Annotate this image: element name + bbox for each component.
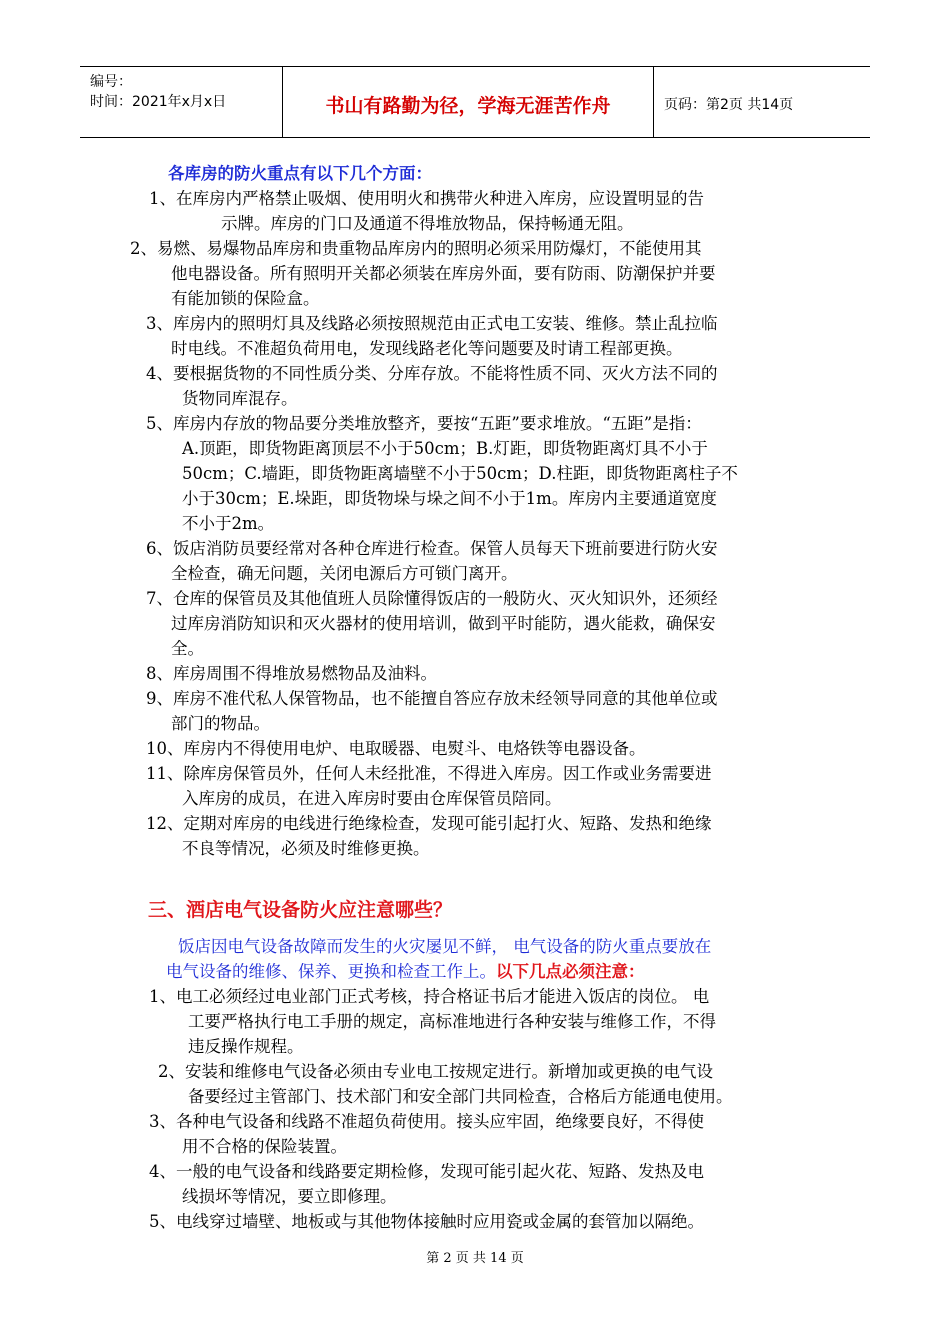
electric-intro-line2 [166, 958, 645, 982]
storage-line: 9、库房不准代私人保管物品，也不能擅自答应存放未经领导同意的其他单位或 [146, 689, 718, 708]
storage-line: 50cm；C.墙距，即货物距离墙壁不小于50cm；D.柱距，即货物距离柱子不 [182, 464, 738, 483]
storage-line: 全。 [171, 639, 204, 658]
storage-line: 示牌。库房的门口及通道不得堆放物品，保持畅通无阻。 [221, 214, 634, 233]
storage-line: 入库房的成员，在进入库房时要由仓库保管员陪同。 [182, 789, 562, 808]
storage-line: 全检查，确无问题，关闭电源后方可锁门离开。 [171, 564, 518, 583]
page-info: 页码：第2页 共14页 [664, 97, 794, 113]
storage-line: 4、要根据货物的不同性质分类、分库存放。不能将性质不同、灭火方法不同的 [146, 364, 718, 383]
storage-line: 小于30cm；E.垛距，即货物垛与垛之间不小于1m。库房内主要通道宽度 [182, 489, 717, 508]
storage-line: 不良等情况，必须及时维修更换。 [182, 839, 430, 858]
storage-line: 1、在库房内严格禁止吸烟、使用明火和携带火种进入库房，应设置明显的告 [149, 189, 704, 208]
storage-line: 有能加锁的保险盒。 [171, 289, 320, 308]
storage-line: 8、库房周围不得堆放易燃物品及油料。 [146, 664, 437, 683]
electric-line: 工要严格执行电工手册的规定，高标准地进行各种安装与维修工作，不得 [188, 1012, 716, 1031]
storage-line: A.顶距，即货物距离顶层不小于50cm；B.灯距，即货物距离灯具不小于 [182, 439, 708, 458]
header-motto-cell [283, 67, 654, 137]
section-heading: 三、酒店电气设备防火应注意哪些？ [148, 899, 453, 921]
electric-line: 5、电线穿过墙壁、地板或与其他物体接触时应用瓷或金属的套管加以隔绝。 [149, 1212, 704, 1231]
storage-line: 11、除库房保管员外，任何人未经批准，不得进入库房。因工作或业务需要进 [146, 764, 712, 783]
electric-line: 违反操作规程。 [188, 1037, 304, 1056]
electric-intro-line1: 饭店因电气设备故障而发生的火灾屡见不鲜， 电气设备的防火重点要放在 [178, 937, 712, 956]
electric-line: 1、电工必须经过电业部门正式考核，持合格证书后才能进入饭店的岗位。 电 [149, 987, 710, 1006]
storage-line: 5、库房内存放的物品要分类堆放整齐，要按“五距”要求堆放。“五距”是指： [146, 414, 702, 433]
electric-line: 备要经过主管部门、技术部门和安全部门共同检查，合格后方能通电使用。 [188, 1087, 733, 1106]
storage-intro: 各库房的防火重点有以下几个方面： [168, 164, 432, 183]
number-label: 编号： [90, 74, 132, 90]
storage-line: 12、定期对库房的电线进行绝缘检查，发现可能引起打火、短路、发热和绝缘 [146, 814, 712, 833]
header-page-cell [654, 67, 870, 137]
storage-line: 3、库房内的照明灯具及线路必须按照规范由正式电工安装、维修。禁止乱拉临 [146, 314, 718, 333]
storage-line: 6、饭店消防员要经常对各种仓库进行检查。保管人员每天下班前要进行防火安 [146, 539, 718, 558]
storage-line: 他电器设备。所有照明开关都必须装在库房外面，要有防雨、防潮保护并要 [171, 264, 716, 283]
page-header [80, 66, 870, 138]
electric-intro-emphasis: 以下几点必须注意： [496, 962, 645, 981]
header-meta-cell [80, 67, 283, 137]
electric-intro-blue: 电气设备的维修、保养、更换和检查工作上。 [166, 962, 496, 981]
motto: 书山有路勤为径，学海无涯苦作舟 [325, 95, 611, 117]
storage-line: 部门的物品。 [171, 714, 270, 733]
date-label: 时间：2021年x月x日 [90, 94, 227, 110]
electric-line: 4、一般的电气设备和线路要定期检修，发现可能引起火花、短路、发热及电 [149, 1162, 704, 1181]
electric-line: 2、安装和维修电气设备必须由专业电工按规定进行。新增加或更换的电气设 [158, 1062, 713, 1081]
storage-line: 货物同库混存。 [182, 389, 298, 408]
page-footer: 第 2 页 共 14 页 [426, 1251, 524, 1266]
storage-line: 2、易燃、易爆物品库房和贵重物品库房内的照明必须采用防爆灯，不能使用其 [130, 239, 702, 258]
electric-line: 3、各种电气设备和线路不准超负荷使用。接头应牢固，绝缘要良好，不得使 [149, 1112, 704, 1131]
storage-line: 7、仓库的保管员及其他值班人员除懂得饭店的一般防火、灭火知识外，还须经 [146, 589, 718, 608]
electric-line: 用不合格的保险装置。 [182, 1137, 347, 1156]
storage-line: 10、库房内不得使用电炉、电取暖器、电熨斗、电烙铁等电器设备。 [146, 739, 646, 758]
storage-line: 时电线。不准超负荷用电，发现线路老化等问题要及时请工程部更换。 [171, 339, 683, 358]
storage-line: 过库房消防知识和灭火器材的使用培训，做到平时能防，遇火能救，确保安 [171, 614, 716, 633]
electric-line: 线损坏等情况，要立即修理。 [182, 1187, 397, 1206]
storage-line: 不小于2m。 [182, 514, 275, 533]
